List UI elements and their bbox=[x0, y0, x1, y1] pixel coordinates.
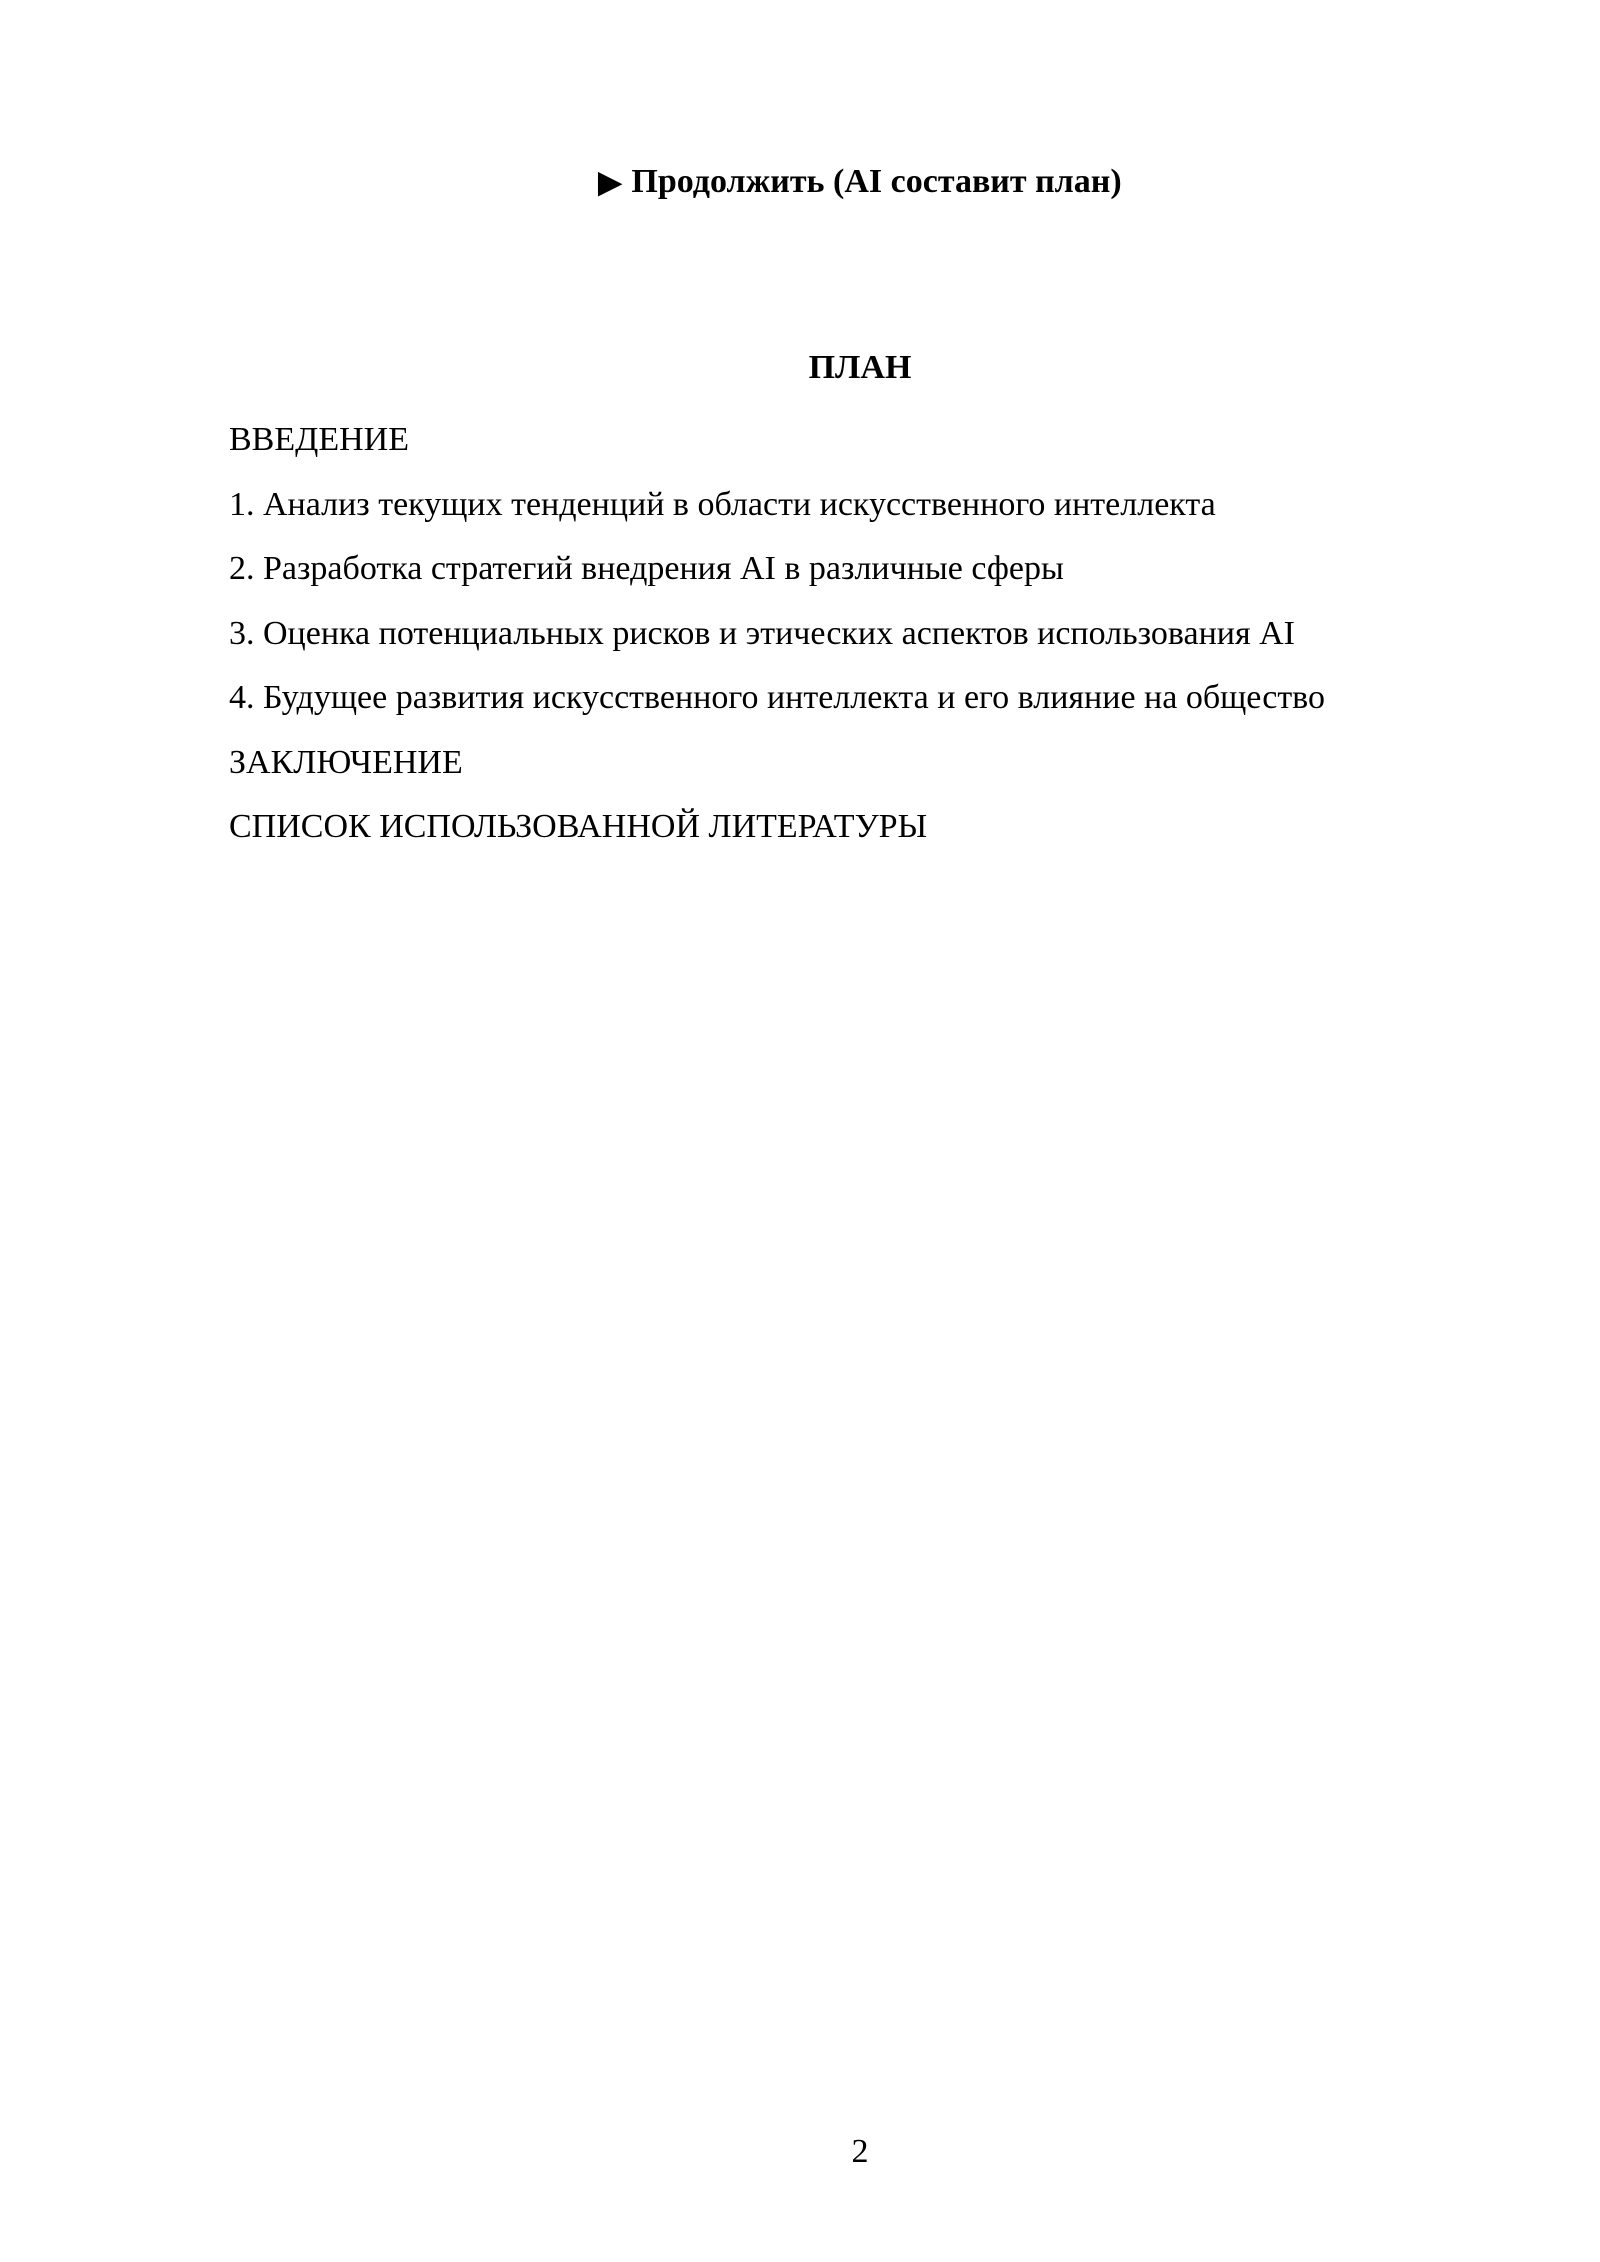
plan-item-3: 3. Оценка потенциальных рисков и этических аспектов использования AI bbox=[229, 614, 1295, 652]
continue-ai-plan-link[interactable] bbox=[0, 160, 1600, 205]
plan-item-2: 2. Разработка стратегий внедрения AI в различные сферы bbox=[229, 550, 1064, 587]
plan-item-introduction: ВВЕДЕНИЕ bbox=[229, 421, 409, 458]
play-arrow-icon: ▶ bbox=[598, 166, 622, 199]
plan-item-conclusion: ЗАКЛЮЧЕНИЕ bbox=[229, 743, 463, 781]
plan-item-1: 1. Анализ текущих тенденций в области искусственного интеллекта bbox=[229, 485, 1216, 523]
plan-item-references: СПИСОК ИСПОЛЬЗОВАННОЙ ЛИТЕРАТУРЫ bbox=[229, 808, 928, 845]
plan-list bbox=[229, 418, 1509, 870]
continue-link-label: Продолжить (AI составит план) bbox=[631, 163, 1122, 200]
page-number: 2 bbox=[851, 2133, 869, 2170]
plan-title: ПЛАН bbox=[808, 349, 912, 386]
plan-item-4: 4. Будущее развития искусственного интеллекта и его влияние на общество bbox=[229, 679, 1326, 716]
